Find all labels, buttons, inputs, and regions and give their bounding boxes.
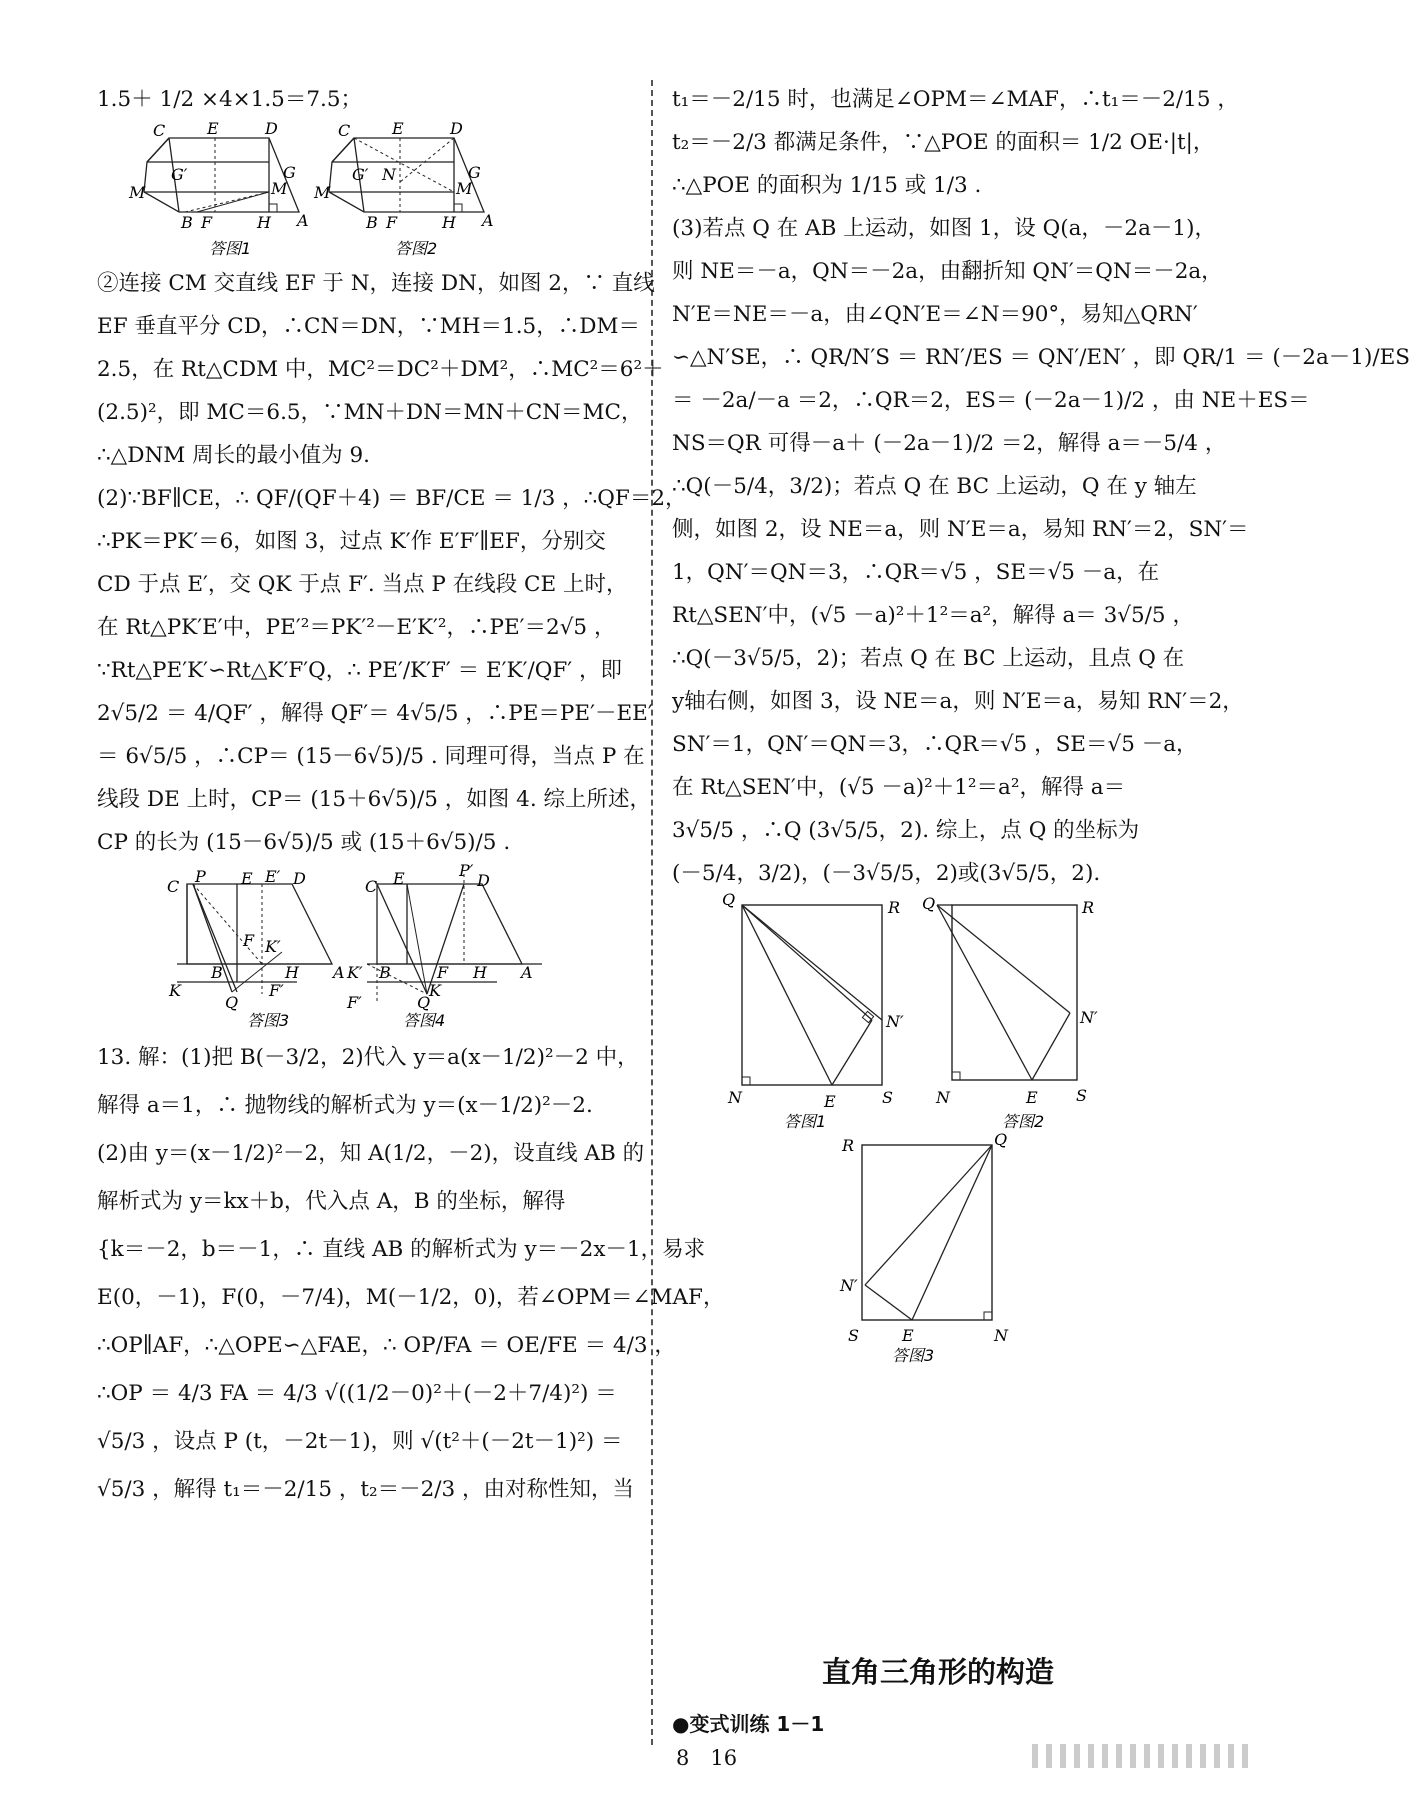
svg-text:N′: N′ [886, 1012, 904, 1031]
svg-text:N′: N′ [840, 1276, 858, 1295]
answer-figure-1-caption: 答图1 [784, 1112, 827, 1131]
text-line: 解得 a＝1，∴ 抛物线的解析式为 y＝(x－1/2)²－2. [97, 1093, 593, 1118]
text-line: ＝ 6√5/5 ，∴CP＝ (15－6√5)/5 . 同理可得，当点 P 在 [97, 744, 645, 769]
text-line: {k＝－2，b＝－1，∴ 直线 AB 的解析式为 y＝－2x－1，易求 [97, 1237, 706, 1262]
scroll-indicator-bars [1032, 1742, 1252, 1770]
svg-text:N′: N′ [1080, 1008, 1098, 1027]
text-line: (2)由 y＝(x－1/2)²－2，知 A(1/2，－2)，设直线 AB 的 [97, 1141, 645, 1166]
text-line: ∴OP ＝ 4/3 FA ＝ 4/3 √((1/2－0)²＋(－2＋7/4)²) ＝ [97, 1381, 617, 1406]
svg-text:E: E [824, 1092, 836, 1111]
svg-text:E: E [1026, 1088, 1038, 1107]
answer-figure-2 [922, 894, 1098, 1107]
svg-text:E′: E′ [265, 867, 281, 886]
svg-text:B: B [379, 963, 391, 982]
svg-text:D: D [477, 871, 490, 890]
svg-text:K′: K′ [347, 963, 363, 982]
svg-text:K: K [169, 981, 181, 1000]
svg-text:Q: Q [225, 993, 239, 1012]
svg-text:S: S [848, 1326, 859, 1345]
svg-text:Q: Q [922, 894, 936, 913]
text-line: CP 的长为 (15－6√5)/5 或 (15＋6√5)/5 . [97, 830, 511, 855]
svg-text:H: H [257, 213, 271, 232]
text-line: ∴△POE 的面积为 1/15 或 1/3 . [672, 173, 982, 198]
svg-text:F: F [437, 963, 449, 982]
svg-text:M: M [314, 183, 331, 202]
answer-figure-3-caption: 答图3 [892, 1346, 935, 1365]
svg-text:H: H [473, 963, 487, 982]
figure-3 [167, 867, 345, 1012]
text-line: 13. 解：(1)把 B(－3/2，2)代入 y＝a(x－1/2)²－2 中， [97, 1045, 639, 1070]
text-line: SN′＝1，QN′＝QN＝3，∴QR＝√5 ，SE＝√5 －a， [672, 732, 1198, 757]
text-line: 在 Rt△PK′E′中，PE′²＝PK′²－E′K′²，∴PE′＝2√5 ， [97, 615, 616, 640]
right-column [672, 78, 1410, 1365]
figure-1-caption: 答图1 [209, 239, 252, 258]
svg-text:F′: F′ [269, 981, 284, 1000]
exercise-answers: 8 16 [676, 1746, 738, 1770]
right-text-top [672, 78, 1410, 895]
svg-text:N: N [728, 1088, 742, 1107]
svg-text:C: C [338, 121, 351, 140]
left-column [97, 78, 725, 1514]
answer-figure-3 [839, 1130, 1009, 1345]
svg-text:B: B [181, 213, 193, 232]
svg-text:F: F [243, 931, 255, 950]
text-line: CD 于点 E′，交 QK 于点 F′. 当点 P 在线段 CE 上时， [97, 572, 628, 597]
text-line: √5/3 ，解得 t₁＝－2/15 ，t₂＝－2/3 ，由对称性知，当 [97, 1477, 635, 1502]
column-divider [651, 80, 653, 1745]
text-line: (3)若点 Q 在 AB 上运动，如图 1，设 Q(a，－2a－1)， [672, 216, 1216, 241]
svg-text:G′: G′ [171, 165, 188, 184]
svg-text:M: M [456, 179, 473, 198]
text-line: EF 垂直平分 CD，∴CN＝DN，∵MH＝1.5，∴DM＝ [97, 314, 640, 339]
figure-2-caption: 答图2 [395, 239, 438, 258]
svg-text:E: E [207, 119, 219, 138]
text-line: ∴Q(－3√5/5，2)；若点 Q 在 BC 上运动，且点 Q 在 [672, 646, 1185, 671]
figures-1-2 [97, 119, 517, 262]
right-figures [672, 890, 1172, 1365]
text-line: 1，QN′＝QN＝3，∴QR＝√5 ，SE＝√5 －a，在 [672, 560, 1160, 585]
text-line: E(0，－1)，F(0，－7/4)，M(－1/2，0)，若∠OPM＝∠MAF， [97, 1285, 725, 1310]
text-line: ∴PK＝PK′＝6，如图 3，过点 K′作 E′F′∥EF，分别交 [97, 529, 606, 554]
text-line: 解析式为 y＝kx＋b，代入点 A，B 的坐标，解得 [97, 1189, 566, 1214]
figure-1 [128, 119, 309, 232]
figure-2 [313, 119, 494, 232]
svg-text:G: G [283, 163, 296, 182]
svg-text:P′: P′ [459, 861, 474, 880]
text-line: ∴△DNM 周长的最小值为 9. [97, 443, 370, 468]
text-line: y轴右侧，如图 3，设 NE＝a，则 N′E＝a，易知 RN′＝2， [672, 689, 1244, 714]
left-text-bottom [97, 1034, 725, 1514]
text-line: (－5/4，3/2)，(－3√5/5，2)或(3√5/5，2). [672, 861, 1101, 886]
svg-text:C: C [153, 121, 166, 140]
svg-text:D: D [450, 119, 463, 138]
svg-text:P: P [195, 867, 206, 886]
text-line: ＝ －2a/－a ＝2，∴QR＝2，ES＝ (－2a－1)/2 ，由 NE＋ES＝ [672, 388, 1310, 413]
text-line: ∽△N′SE，∴ QR/N′S ＝ RN′/ES ＝ QN′/EN′ ，即 QR/1 ＝ (－2a－1)/ES [672, 345, 1410, 370]
svg-text:M: M [271, 179, 288, 198]
left-text-mid [97, 262, 687, 864]
svg-text:N: N [994, 1326, 1008, 1345]
text-line: 线段 DE 上时，CP＝ (15＋6√5)/5 ，如图 4. 综上所述， [97, 787, 651, 812]
svg-text:N: N [382, 165, 396, 184]
text-line: (2)∵BF∥CE，∴ QF/(QF＋4) ＝ BF/CE ＝ 1/3 ，∴QF＝2， [97, 486, 687, 511]
svg-text:N: N [936, 1088, 950, 1107]
text-line: 1.5＋ 1/2 ×4×1.5＝7.5； [97, 87, 363, 112]
svg-text:D: D [293, 869, 306, 888]
svg-text:F: F [386, 213, 398, 232]
figures-3-4 [97, 861, 557, 1034]
text-line: 2.5，在 Rt△CDM 中，MC²＝DC²＋DM²，∴MC²＝6²＋ [97, 357, 664, 382]
svg-text:Q: Q [417, 993, 431, 1012]
svg-text:E: E [393, 869, 405, 888]
text-line: t₁＝－2/15 时，也满足∠OPM＝∠MAF，∴t₁＝－2/15 ， [672, 87, 1239, 112]
text-line: ②连接 CM 交直线 EF 于 N，连接 DN，如图 2，∵ 直线 [97, 271, 655, 296]
svg-text:R: R [1082, 898, 1095, 917]
text-line: 3√5/5 ，∴Q (3√5/5，2). 综上，点 Q 的坐标为 [672, 818, 1140, 843]
svg-text:A: A [297, 211, 309, 230]
svg-text:G: G [468, 163, 481, 182]
svg-text:E: E [392, 119, 404, 138]
svg-text:M: M [129, 183, 146, 202]
svg-text:C: C [365, 877, 378, 896]
text-line: (2.5)²，即 MC＝6.5，∵MN＋DN＝MN＋CN＝MC， [97, 400, 643, 425]
text-line: N′E＝NE＝－a，由∠QN′E＝∠N＝90°，易知△QRN′ [672, 302, 1198, 327]
text-line: ∵Rt△PE′K′∽Rt△K′F′Q，∴ PE′/K′F′ ＝ E′K′/QF′ ，即 [97, 658, 623, 683]
text-line: 则 NE＝－a，QN＝－2a，由翻折知 QN′＝QN＝－2a， [672, 259, 1223, 284]
figure-4 [346, 861, 542, 1012]
svg-text:F′: F′ [347, 993, 362, 1012]
svg-text:D: D [265, 119, 278, 138]
svg-text:S: S [882, 1088, 893, 1107]
exercise-label: ●变式训练 1－1 [672, 1712, 825, 1736]
svg-text:E: E [241, 869, 253, 888]
svg-text:B: B [366, 213, 378, 232]
svg-text:R: R [842, 1136, 855, 1155]
svg-text:R: R [888, 898, 901, 917]
svg-text:Q: Q [722, 890, 736, 909]
figure-3-caption: 答图3 [247, 1011, 290, 1030]
figure-4-caption: 答图4 [403, 1011, 446, 1030]
svg-text:A: A [333, 963, 345, 982]
svg-text:K: K [429, 981, 441, 1000]
svg-text:C: C [167, 877, 180, 896]
answer-figure-2-caption: 答图2 [1002, 1112, 1045, 1131]
text-line: 在 Rt△SEN′中，(√5 －a)²＋1²＝a²，解得 a＝ [672, 775, 1126, 800]
svg-text:G′: G′ [352, 165, 369, 184]
section-title: 直角三角形的构造 [821, 1655, 1054, 1689]
text-line: NS＝QR 可得－a＋ (－2a－1)/2 ＝2，解得 a＝－5/4 ， [672, 431, 1227, 456]
text-line: 2√5/2 ＝ 4/QF′ ，解得 QF′＝ 4√5/5 ，∴PE＝PE′－EE′ [97, 701, 653, 726]
svg-text:H: H [442, 213, 456, 232]
text-line: 侧，如图 2，设 NE＝a，则 N′E＝a，易知 RN′＝2，SN′＝ [672, 517, 1249, 542]
text-line: Rt△SEN′中，(√5 －a)²＋1²＝a²，解得 a＝ 3√5/5 ， [672, 603, 1194, 628]
left-text-top [97, 78, 633, 122]
svg-text:F: F [201, 213, 213, 232]
svg-text:E: E [902, 1326, 914, 1345]
svg-text:H: H [285, 963, 299, 982]
text-line: ∴OP∥AF，∴△OPE∽△FAE，∴ OP/FA ＝ OE/FE ＝ 4/3 ， [97, 1333, 676, 1358]
svg-text:A: A [521, 963, 533, 982]
svg-text:S: S [1076, 1086, 1087, 1105]
text-line: ∴Q(－5/4，3/2)；若点 Q 在 BC 上运动，Q 在 y 轴左 [672, 474, 1197, 499]
svg-text:K′: K′ [265, 937, 281, 956]
text-line: t₂＝－2/3 都满足条件，∵△POE 的面积＝ 1/2 OE·|t|， [672, 130, 1215, 155]
text-line: √5/3 ，设点 P (t，－2t－1)，则 √(t²＋(－2t－1)²) ＝ [97, 1429, 623, 1454]
svg-text:B: B [211, 963, 223, 982]
answer-figure-1 [722, 890, 904, 1111]
svg-text:Q: Q [994, 1130, 1008, 1149]
svg-text:A: A [482, 211, 494, 230]
